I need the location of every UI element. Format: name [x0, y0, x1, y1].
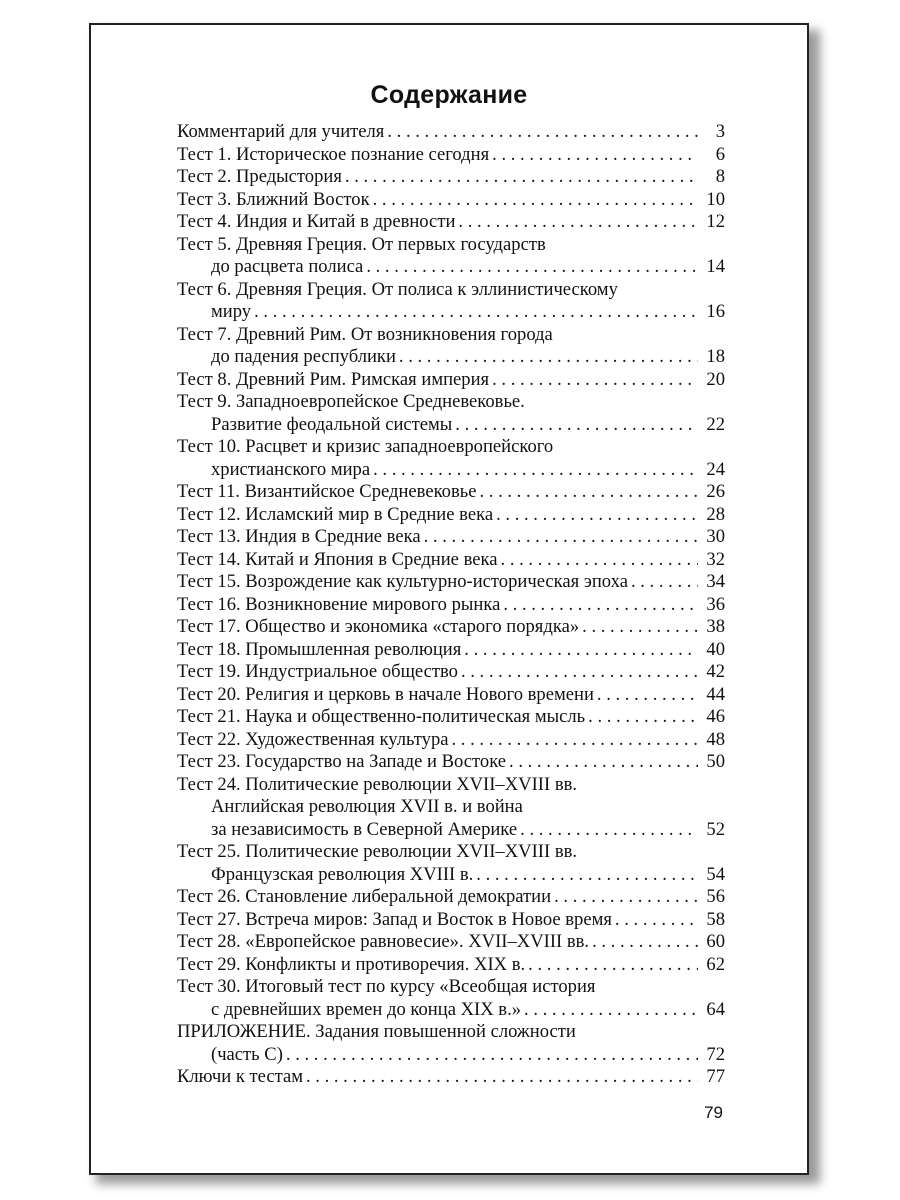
toc-entry: [177, 369, 725, 392]
toc-entry-line: [177, 886, 725, 909]
dot-leader: [373, 459, 698, 482]
toc-entry-line: [177, 976, 725, 999]
toc-entry-continuation: [177, 999, 725, 1022]
toc-entry-title: Тест 27. Встреча миров: Запад и Восток в Новое время: [177, 908, 612, 930]
toc-entry-continuation: [177, 1044, 725, 1067]
toc-entry-line: [177, 234, 725, 257]
toc-page-number: 34: [706, 571, 725, 592]
toc-entry-title: христианского мира: [211, 458, 371, 480]
toc-page-number: 24: [706, 458, 725, 480]
page-number: 79: [704, 1103, 723, 1122]
dot-leader: [615, 909, 698, 932]
dot-leader: [582, 616, 698, 639]
dot-leader: [503, 594, 698, 617]
dot-leader: [501, 549, 698, 572]
toc-entry-title: Ключи к тестам: [177, 1066, 303, 1087]
toc-entry-title: до расцвета полиса: [211, 256, 364, 277]
dot-leader: [461, 661, 698, 684]
toc-entry-line: [177, 369, 725, 392]
dot-leader: [306, 1066, 698, 1089]
toc-entry-title: Тест 29. Конфликты и противоречия. XIX в.: [177, 953, 526, 975]
toc-page-number: 26: [706, 481, 725, 502]
toc-entry: [177, 954, 725, 977]
toc-entry: [177, 841, 725, 886]
toc-page-number: 60: [706, 931, 725, 952]
toc-entry-title: Тест 10. Расцвет и кризис западноевропейского: [177, 436, 554, 457]
dot-leader: [464, 639, 698, 662]
toc-entry: [177, 211, 725, 234]
toc-page-number: 52: [706, 818, 725, 840]
toc-entry-line: [177, 166, 725, 189]
toc-entry-title: (часть С): [211, 1043, 283, 1065]
toc-entry-title: Тест 23. Государство на Западе и Востоке: [177, 751, 507, 772]
dot-leader: [520, 819, 698, 842]
toc-page-number: 50: [706, 751, 725, 772]
toc-entry-line: [177, 639, 725, 662]
dot-leader: [524, 999, 698, 1022]
toc-page-number: 28: [706, 503, 725, 525]
toc-entry-title: Английская революция XVII в. и война: [211, 796, 523, 817]
toc-entry-line: [177, 189, 725, 212]
toc-entry-continuation: [177, 864, 725, 887]
dot-leader: [479, 481, 698, 504]
toc-page-number: 77: [706, 1066, 725, 1087]
toc-entry: [177, 661, 725, 684]
toc-entry-title: за независимость в Северной Америке: [211, 818, 518, 840]
toc-entry-line: [177, 504, 725, 527]
dot-leader: [597, 684, 698, 707]
toc-entry-line: [177, 571, 725, 594]
toc-entry: [177, 909, 725, 932]
toc-page-number: 10: [706, 188, 725, 210]
toc-entry: [177, 886, 725, 909]
toc-page-number: 20: [706, 368, 725, 390]
toc-entry-line: [177, 1066, 725, 1089]
toc-page-number: 12: [706, 211, 725, 232]
toc-entry: [177, 639, 725, 662]
toc-entry-line: [177, 324, 725, 347]
toc-entry-line: [177, 436, 725, 459]
toc-entry-line: [177, 684, 725, 707]
toc-page-number: 38: [706, 616, 725, 637]
dot-leader: [492, 369, 698, 392]
dot-leader: [631, 571, 698, 594]
toc-entry-title: Тест 17. Общество и экономика «старого порядка»: [177, 616, 580, 637]
toc-entry-continuation: [177, 414, 725, 437]
toc-entry-title: Тест 15. Возрождение как культурно-историческая эпоха: [177, 571, 628, 592]
toc-entry-title: Тест 18. Промышленная революция: [177, 638, 462, 660]
toc-page-number: 16: [706, 301, 725, 322]
dot-leader: [399, 346, 698, 369]
toc-entry-title: Комментарий для учителя: [177, 121, 385, 142]
toc-entry-title: Тест 26. Становление либеральной демократии: [177, 886, 552, 907]
toc-entry-line: [177, 144, 725, 167]
toc-entry-continuation: [177, 819, 725, 842]
toc-entry-title: ПРИЛОЖЕНИЕ. Задания повышенной сложности: [177, 1021, 576, 1042]
toc-entry-continuation: [177, 346, 725, 369]
toc-entry-title: Тест 20. Религия и церковь в начале Нового времени: [177, 683, 594, 705]
dot-leader: [554, 886, 698, 909]
toc-entry: [177, 729, 725, 752]
toc-entry-title: Тест 28. «Европейское равновесие». XVII–XVIII вв.: [177, 931, 590, 952]
dot-leader: [373, 189, 698, 212]
dot-leader: [366, 256, 698, 279]
toc-entry: [177, 436, 725, 481]
toc-entry-continuation: [177, 256, 725, 279]
dot-leader: [254, 301, 698, 324]
toc-entry-title: Тест 4. Индия и Китай в древности: [177, 211, 456, 232]
page-title: Содержание: [370, 81, 528, 109]
dot-leader: [496, 504, 698, 527]
toc-page-number: 46: [706, 706, 725, 727]
toc-entry-line: [177, 526, 725, 549]
toc-entry-line: [177, 954, 725, 977]
toc-entry-title: Тест 25. Политические революции XVII–XVIII вв.: [177, 841, 578, 862]
toc-entry-line: [177, 1021, 725, 1044]
toc-entry: [177, 616, 725, 639]
toc-entry-line: [177, 279, 725, 302]
toc-entry-line: [177, 661, 725, 684]
toc-entry: [177, 684, 725, 707]
toc-entry-title: Развитие феодальной системы: [211, 413, 453, 435]
toc-entry: [177, 144, 725, 167]
toc-entry: [177, 751, 725, 774]
toc-entry: [177, 526, 725, 549]
toc-page-number: 44: [706, 683, 725, 705]
table-of-contents: [177, 121, 725, 1089]
toc-entry-line: [177, 931, 725, 954]
dot-leader: [424, 526, 698, 549]
toc-entry-line: [177, 616, 725, 639]
toc-page-number: 62: [706, 953, 725, 975]
toc-entry-title: Тест 6. Древняя Греция. От полиса к эллинистическому: [177, 278, 618, 300]
toc-entry-line: [177, 211, 725, 234]
toc-entry-line: [177, 391, 725, 414]
toc-entry-line: [177, 841, 725, 864]
toc-entry-continuation: [177, 796, 725, 819]
dot-leader: [588, 706, 698, 729]
toc-entry-line: [177, 751, 725, 774]
toc-entry: [177, 166, 725, 189]
toc-entry-title: Тест 16. Возникновение мирового рынка: [177, 593, 501, 615]
dot-leader: [345, 166, 698, 189]
toc-entry-continuation: [177, 459, 725, 482]
dot-leader: [452, 729, 699, 752]
toc-entry-line: [177, 729, 725, 752]
toc-entry-title: Тест 1. Историческое познание сегодня: [177, 143, 490, 165]
toc-entry: [177, 774, 725, 842]
toc-entry-title: Тест 13. Индия в Средние века: [177, 526, 421, 547]
toc-page-number: 22: [706, 413, 725, 435]
toc-page-number: 30: [706, 526, 725, 547]
toc-entry-line: [177, 594, 725, 617]
toc-entry-title: Тест 7. Древний Рим. От возникновения города: [177, 323, 553, 345]
toc-entry-line: [177, 774, 725, 797]
dot-leader: [509, 751, 698, 774]
toc-page-number: 48: [706, 728, 725, 750]
toc-entry-title: миру: [211, 301, 252, 322]
toc-entry-title: до падения республики: [211, 346, 396, 367]
toc-entry: [177, 931, 725, 954]
toc-page-number: 56: [706, 886, 725, 907]
toc-entry: [177, 279, 725, 324]
toc-entry-title: Тест 5. Древняя Греция. От первых государств: [177, 233, 546, 255]
toc-entry-title: Тест 11. Византийское Средневековье: [177, 481, 477, 502]
toc-entry-title: с древнейших времен до конца XIX в.»: [211, 998, 522, 1020]
toc-entry-title: Французская революция XVIII в.: [211, 863, 474, 885]
toc-entry: [177, 549, 725, 572]
toc-page-number: 54: [706, 863, 725, 885]
dot-leader: [387, 121, 698, 144]
toc-entry-title: Тест 3. Ближний Восток: [177, 188, 370, 210]
toc-entry: [177, 121, 725, 144]
dot-leader: [528, 954, 698, 977]
toc-page-number: 3: [715, 121, 725, 142]
dot-leader: [455, 414, 698, 437]
toc-entry-title: Тест 9. Западноевропейское Средневековье.: [177, 391, 525, 412]
dot-leader: [492, 144, 698, 167]
toc-entry-line: [177, 909, 725, 932]
toc-page-number: 72: [706, 1043, 725, 1065]
toc-entry: [177, 391, 725, 436]
toc-entry-title: Тест 21. Наука и общественно-политическая мысль: [177, 706, 586, 727]
toc-page-number: 36: [706, 593, 725, 615]
dot-leader: [592, 931, 698, 954]
toc-page-number: 14: [706, 256, 725, 277]
toc-entry-title: Тест 14. Китай и Япония в Средние века: [177, 548, 498, 570]
toc-entry-line: [177, 549, 725, 572]
toc-entry: [177, 571, 725, 594]
toc-entry-title: Тест 8. Древний Рим. Римская империя: [177, 368, 490, 390]
toc-entry-title: Тест 2. Предыстория: [177, 166, 342, 187]
toc-entry: [177, 706, 725, 729]
toc-page-number: 58: [706, 908, 725, 930]
toc-entry: [177, 324, 725, 369]
toc-entry-title: Тест 24. Политические революции XVII–XVIII вв.: [177, 773, 578, 795]
toc-entry: [177, 976, 725, 1021]
dot-leader: [286, 1044, 698, 1067]
toc-page-number: 32: [706, 548, 725, 570]
toc-entry-line: [177, 121, 725, 144]
toc-entry: [177, 234, 725, 279]
toc-entry-line: [177, 706, 725, 729]
toc-entry-title: Тест 12. Исламский мир в Средние века: [177, 503, 494, 525]
toc-page-number: 40: [706, 638, 725, 660]
toc-entry: [177, 504, 725, 527]
toc-entry: [177, 1066, 725, 1089]
toc-entry-title: Тест 19. Индустриальное общество: [177, 661, 458, 682]
toc-entry: [177, 189, 725, 212]
toc-entry: [177, 1021, 725, 1066]
toc-entry-title: Тест 22. Художественная культура: [177, 728, 449, 750]
toc-entry-continuation: [177, 301, 725, 324]
toc-page-number: 8: [715, 166, 725, 187]
toc-page-number: 6: [715, 143, 725, 165]
toc-entry: [177, 481, 725, 504]
toc-entry: [177, 594, 725, 617]
toc-entry-title: Тест 30. Итоговый тест по курсу «Всеобщая история: [177, 976, 596, 997]
toc-page-number: 42: [706, 661, 725, 682]
dot-leader: [458, 211, 698, 234]
toc-page-number: 18: [706, 346, 725, 367]
toc-page-number: 64: [706, 998, 725, 1020]
book-page: [89, 23, 809, 1175]
toc-entry-line: [177, 481, 725, 504]
dot-leader: [476, 864, 698, 887]
